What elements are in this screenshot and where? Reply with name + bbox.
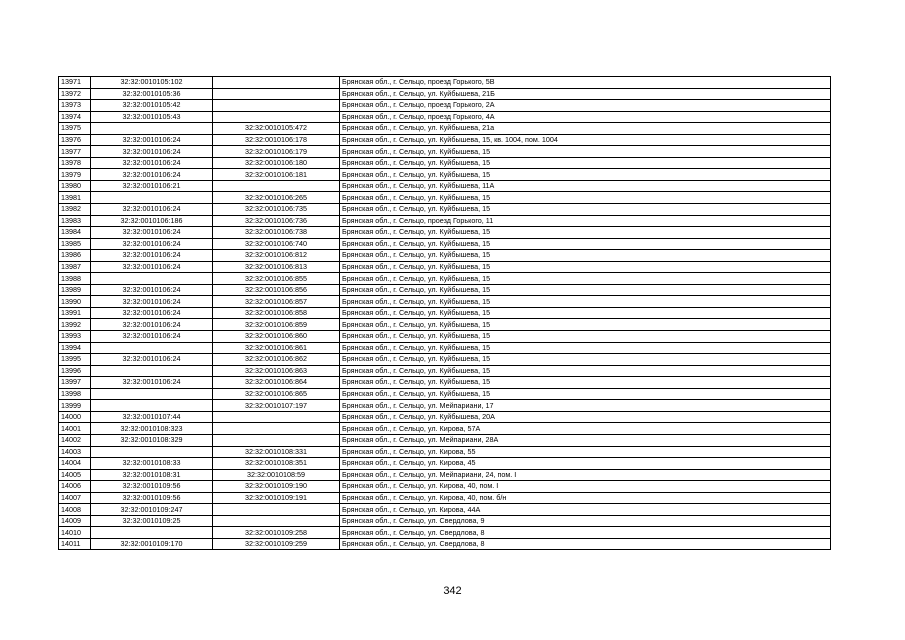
row-number-cell: 13972	[59, 88, 91, 100]
row-number-cell: 13991	[59, 307, 91, 319]
table-row	[59, 261, 831, 273]
object-cadastral-number-cell: 32:32:0010106:862	[213, 354, 340, 366]
table-row	[59, 157, 831, 169]
row-number-cell: 13980	[59, 180, 91, 192]
row-number-cell: 13973	[59, 100, 91, 112]
table-row	[59, 227, 831, 239]
table-row	[59, 446, 831, 458]
table-row	[59, 331, 831, 343]
address-cell: Брянская обл., г. Сельцо, ул. Куйбышева, 15	[340, 204, 831, 216]
object-cadastral-number-cell: 32:32:0010106:856	[213, 284, 340, 296]
land-cadastral-number-cell: 32:32:0010108:323	[91, 423, 213, 435]
table-row	[59, 400, 831, 412]
table-row	[59, 538, 831, 550]
land-cadastral-number-cell: 32:32:0010109:247	[91, 504, 213, 516]
land-cadastral-number-cell: 32:32:0010105:42	[91, 100, 213, 112]
row-number-cell: 13999	[59, 400, 91, 412]
address-cell: Брянская обл., г. Сельцо, ул. Куйбышева, 15	[340, 377, 831, 389]
row-number-cell: 13996	[59, 365, 91, 377]
object-cadastral-number-cell: 32:32:0010106:859	[213, 319, 340, 331]
address-cell: Брянская обл., г. Сельцо, ул. Свердлова, 9	[340, 515, 831, 527]
address-cell: Брянская обл., г. Сельцо, проезд Горького, 4А	[340, 111, 831, 123]
object-cadastral-number-cell: 32:32:0010106:181	[213, 169, 340, 181]
row-number-cell: 13987	[59, 261, 91, 273]
row-number-cell: 14010	[59, 527, 91, 539]
address-cell: Брянская обл., г. Сельцо, проезд Горького, 5В	[340, 77, 831, 89]
row-number-cell: 13984	[59, 227, 91, 239]
object-cadastral-number-cell	[213, 111, 340, 123]
table-row	[59, 307, 831, 319]
land-cadastral-number-cell	[91, 192, 213, 204]
land-cadastral-number-cell: 32:32:0010108:33	[91, 458, 213, 470]
address-cell: Брянская обл., г. Сельцо, ул. Куйбышева, 15	[340, 365, 831, 377]
address-cell: Брянская обл., г. Сельцо, ул. Куйбышева, 15	[340, 331, 831, 343]
address-cell: Брянская обл., г. Сельцо, ул. Куйбышева, 15	[340, 146, 831, 158]
address-cell: Брянская обл., г. Сельцо, ул. Свердлова, 8	[340, 527, 831, 539]
row-number-cell: 13979	[59, 169, 91, 181]
page-number: 342	[443, 585, 462, 597]
address-cell: Брянская обл., г. Сельцо, ул. Куйбышева, 15	[340, 250, 831, 262]
land-cadastral-number-cell: 32:32:0010106:24	[91, 319, 213, 331]
object-cadastral-number-cell: 32:32:0010106:860	[213, 331, 340, 343]
table-row	[59, 527, 831, 539]
row-number-cell: 14005	[59, 469, 91, 481]
object-cadastral-number-cell: 32:32:0010108:351	[213, 458, 340, 470]
row-number-cell: 13989	[59, 284, 91, 296]
land-cadastral-number-cell: 32:32:0010107:44	[91, 411, 213, 423]
land-cadastral-number-cell: 32:32:0010105:43	[91, 111, 213, 123]
table-row	[59, 423, 831, 435]
object-cadastral-number-cell	[213, 77, 340, 89]
address-cell: Брянская обл., г. Сельцо, ул. Куйбышева, 15	[340, 319, 831, 331]
object-cadastral-number-cell: 32:32:0010106:861	[213, 342, 340, 354]
address-cell: Брянская обл., г. Сельцо, ул. Куйбышева, 15	[340, 296, 831, 308]
address-cell: Брянская обл., г. Сельцо, ул. Куйбышева, 15	[340, 227, 831, 239]
table-row	[59, 192, 831, 204]
row-number-cell: 14006	[59, 481, 91, 493]
land-cadastral-number-cell	[91, 273, 213, 285]
land-cadastral-number-cell: 32:32:0010106:24	[91, 261, 213, 273]
object-cadastral-number-cell: 32:32:0010106:855	[213, 273, 340, 285]
object-cadastral-number-cell: 32:32:0010106:740	[213, 238, 340, 250]
land-cadastral-number-cell	[91, 400, 213, 412]
table-row	[59, 319, 831, 331]
row-number-cell: 13988	[59, 273, 91, 285]
row-number-cell: 13983	[59, 215, 91, 227]
object-cadastral-number-cell: 32:32:0010106:863	[213, 365, 340, 377]
object-cadastral-number-cell	[213, 100, 340, 112]
land-cadastral-number-cell: 32:32:0010106:24	[91, 296, 213, 308]
registry-table-body	[59, 77, 831, 550]
land-cadastral-number-cell: 32:32:0010106:24	[91, 146, 213, 158]
address-cell: Брянская обл., г. Сельцо, ул. Куйбышева, 15	[340, 157, 831, 169]
object-cadastral-number-cell: 32:32:0010106:858	[213, 307, 340, 319]
land-cadastral-number-cell: 32:32:0010106:24	[91, 227, 213, 239]
object-cadastral-number-cell: 32:32:0010109:258	[213, 527, 340, 539]
table-row	[59, 204, 831, 216]
object-cadastral-number-cell	[213, 423, 340, 435]
row-number-cell: 13985	[59, 238, 91, 250]
table-row	[59, 77, 831, 89]
land-cadastral-number-cell: 32:32:0010109:56	[91, 481, 213, 493]
row-number-cell: 13971	[59, 77, 91, 89]
object-cadastral-number-cell: 32:32:0010106:738	[213, 227, 340, 239]
table-row	[59, 111, 831, 123]
table-row	[59, 180, 831, 192]
object-cadastral-number-cell: 32:32:0010106:265	[213, 192, 340, 204]
address-cell: Брянская обл., г. Сельцо, ул. Куйбышева, 15	[340, 307, 831, 319]
table-row	[59, 342, 831, 354]
address-cell: Брянская обл., г. Сельцо, ул. Кирова, 40, пом. б/н	[340, 492, 831, 504]
land-cadastral-number-cell	[91, 123, 213, 135]
address-cell: Брянская обл., г. Сельцо, ул. Куйбышева, 15	[340, 192, 831, 204]
object-cadastral-number-cell	[213, 180, 340, 192]
land-cadastral-number-cell	[91, 342, 213, 354]
address-cell: Брянская обл., г. Сельцо, ул. Куйбышева, 15	[340, 354, 831, 366]
land-cadastral-number-cell	[91, 365, 213, 377]
table-row	[59, 492, 831, 504]
address-cell: Брянская обл., г. Сельцо, ул. Куйбышева, 11А	[340, 180, 831, 192]
row-number-cell: 14002	[59, 434, 91, 446]
land-cadastral-number-cell: 32:32:0010108:329	[91, 434, 213, 446]
object-cadastral-number-cell	[213, 504, 340, 516]
row-number-cell: 13975	[59, 123, 91, 135]
table-row	[59, 469, 831, 481]
object-cadastral-number-cell: 32:32:0010106:864	[213, 377, 340, 389]
address-cell: Брянская обл., г. Сельцо, ул. Мейпариани, 24, пом. I	[340, 469, 831, 481]
table-row	[59, 88, 831, 100]
table-row	[59, 134, 831, 146]
address-cell: Брянская обл., г. Сельцо, ул. Куйбышева, 15, кв. 1004, пом. 1004	[340, 134, 831, 146]
table-row	[59, 284, 831, 296]
table-row	[59, 273, 831, 285]
object-cadastral-number-cell: 32:32:0010106:180	[213, 157, 340, 169]
land-cadastral-number-cell: 32:32:0010109:170	[91, 538, 213, 550]
table-row	[59, 354, 831, 366]
land-cadastral-number-cell: 32:32:0010106:24	[91, 377, 213, 389]
row-number-cell: 14007	[59, 492, 91, 504]
land-cadastral-number-cell: 32:32:0010106:21	[91, 180, 213, 192]
table-row	[59, 146, 831, 158]
table-row	[59, 215, 831, 227]
land-cadastral-number-cell	[91, 446, 213, 458]
row-number-cell: 13976	[59, 134, 91, 146]
land-cadastral-number-cell: 32:32:0010106:24	[91, 238, 213, 250]
address-cell: Брянская обл., г. Сельцо, ул. Мейпариани, 17	[340, 400, 831, 412]
object-cadastral-number-cell: 32:32:0010108:59	[213, 469, 340, 481]
row-number-cell: 13992	[59, 319, 91, 331]
table-row	[59, 458, 831, 470]
address-cell: Брянская обл., г. Сельцо, ул. Куйбышева, 15	[340, 169, 831, 181]
address-cell: Брянская обл., г. Сельцо, ул. Куйбышева, 15	[340, 284, 831, 296]
row-number-cell: 13981	[59, 192, 91, 204]
table-row	[59, 388, 831, 400]
row-number-cell: 14003	[59, 446, 91, 458]
address-cell: Брянская обл., г. Сельцо, ул. Куйбышева, 21а	[340, 123, 831, 135]
row-number-cell: 13994	[59, 342, 91, 354]
object-cadastral-number-cell	[213, 411, 340, 423]
table-row	[59, 434, 831, 446]
row-number-cell: 14008	[59, 504, 91, 516]
row-number-cell: 13993	[59, 331, 91, 343]
land-cadastral-number-cell: 32:32:0010106:24	[91, 134, 213, 146]
table-row	[59, 481, 831, 493]
object-cadastral-number-cell: 32:32:0010106:865	[213, 388, 340, 400]
table-row	[59, 515, 831, 527]
object-cadastral-number-cell: 32:32:0010109:259	[213, 538, 340, 550]
object-cadastral-number-cell	[213, 515, 340, 527]
land-cadastral-number-cell: 32:32:0010106:24	[91, 204, 213, 216]
table-row	[59, 411, 831, 423]
row-number-cell: 13997	[59, 377, 91, 389]
address-cell: Брянская обл., г. Сельцо, ул. Куйбышева, 15	[340, 261, 831, 273]
land-cadastral-number-cell: 32:32:0010105:102	[91, 77, 213, 89]
table-row	[59, 100, 831, 112]
object-cadastral-number-cell	[213, 88, 340, 100]
table-row	[59, 169, 831, 181]
land-cadastral-number-cell: 32:32:0010106:24	[91, 307, 213, 319]
address-cell: Брянская обл., г. Сельцо, ул. Куйбышева, 15	[340, 342, 831, 354]
address-cell: Брянская обл., г. Сельцо, ул. Куйбышева, 15	[340, 273, 831, 285]
address-cell: Брянская обл., г. Сельцо, ул. Мейпариани, 28А	[340, 434, 831, 446]
land-cadastral-number-cell: 32:32:0010106:24	[91, 157, 213, 169]
land-cadastral-number-cell: 32:32:0010106:24	[91, 354, 213, 366]
row-number-cell: 14000	[59, 411, 91, 423]
address-cell: Брянская обл., г. Сельцо, ул. Кирова, 57А	[340, 423, 831, 435]
object-cadastral-number-cell: 32:32:0010106:179	[213, 146, 340, 158]
address-cell: Брянская обл., г. Сельцо, ул. Кирова, 55	[340, 446, 831, 458]
row-number-cell: 13995	[59, 354, 91, 366]
address-cell: Брянская обл., г. Сельцо, проезд Горького, 2А	[340, 100, 831, 112]
object-cadastral-number-cell: 32:32:0010105:472	[213, 123, 340, 135]
row-number-cell: 13998	[59, 388, 91, 400]
land-cadastral-number-cell	[91, 527, 213, 539]
table-row	[59, 365, 831, 377]
land-cadastral-number-cell: 32:32:0010106:24	[91, 250, 213, 262]
land-cadastral-number-cell	[91, 388, 213, 400]
object-cadastral-number-cell: 32:32:0010107:197	[213, 400, 340, 412]
row-number-cell: 13974	[59, 111, 91, 123]
object-cadastral-number-cell: 32:32:0010106:736	[213, 215, 340, 227]
table-row	[59, 296, 831, 308]
address-cell: Брянская обл., г. Сельцо, ул. Куйбышева, 21Б	[340, 88, 831, 100]
row-number-cell: 13977	[59, 146, 91, 158]
row-number-cell: 14011	[59, 538, 91, 550]
land-cadastral-number-cell: 32:32:0010106:24	[91, 331, 213, 343]
table-row	[59, 123, 831, 135]
address-cell: Брянская обл., г. Сельцо, ул. Свердлова, 8	[340, 538, 831, 550]
land-cadastral-number-cell: 32:32:0010106:186	[91, 215, 213, 227]
object-cadastral-number-cell	[213, 434, 340, 446]
row-number-cell: 14004	[59, 458, 91, 470]
table-row	[59, 238, 831, 250]
land-cadastral-number-cell: 32:32:0010109:56	[91, 492, 213, 504]
land-cadastral-number-cell: 32:32:0010109:25	[91, 515, 213, 527]
land-cadastral-number-cell: 32:32:0010105:36	[91, 88, 213, 100]
row-number-cell: 13978	[59, 157, 91, 169]
land-cadastral-number-cell: 32:32:0010106:24	[91, 169, 213, 181]
land-cadastral-number-cell: 32:32:0010108:31	[91, 469, 213, 481]
address-cell: Брянская обл., г. Сельцо, ул. Кирова, 40, пом. I	[340, 481, 831, 493]
object-cadastral-number-cell: 32:32:0010109:191	[213, 492, 340, 504]
table-row	[59, 504, 831, 516]
address-cell: Брянская обл., г. Сельцо, ул. Куйбышева, 15	[340, 238, 831, 250]
object-cadastral-number-cell: 32:32:0010106:857	[213, 296, 340, 308]
address-cell: Брянская обл., г. Сельцо, ул. Кирова, 44А	[340, 504, 831, 516]
address-cell: Брянская обл., г. Сельцо, ул. Куйбышева, 20А	[340, 411, 831, 423]
table-row	[59, 250, 831, 262]
object-cadastral-number-cell: 32:32:0010109:190	[213, 481, 340, 493]
address-cell: Брянская обл., г. Сельцо, ул. Кирова, 45	[340, 458, 831, 470]
object-cadastral-number-cell: 32:32:0010108:331	[213, 446, 340, 458]
row-number-cell: 13990	[59, 296, 91, 308]
object-cadastral-number-cell: 32:32:0010106:812	[213, 250, 340, 262]
row-number-cell: 13986	[59, 250, 91, 262]
row-number-cell: 14001	[59, 423, 91, 435]
object-cadastral-number-cell: 32:32:0010106:735	[213, 204, 340, 216]
table-row	[59, 377, 831, 389]
address-cell: Брянская обл., г. Сельцо, проезд Горького, 11	[340, 215, 831, 227]
object-cadastral-number-cell: 32:32:0010106:178	[213, 134, 340, 146]
row-number-cell: 13982	[59, 204, 91, 216]
row-number-cell: 14009	[59, 515, 91, 527]
registry-table	[58, 76, 831, 550]
land-cadastral-number-cell: 32:32:0010106:24	[91, 284, 213, 296]
address-cell: Брянская обл., г. Сельцо, ул. Куйбышева, 15	[340, 388, 831, 400]
object-cadastral-number-cell: 32:32:0010106:813	[213, 261, 340, 273]
